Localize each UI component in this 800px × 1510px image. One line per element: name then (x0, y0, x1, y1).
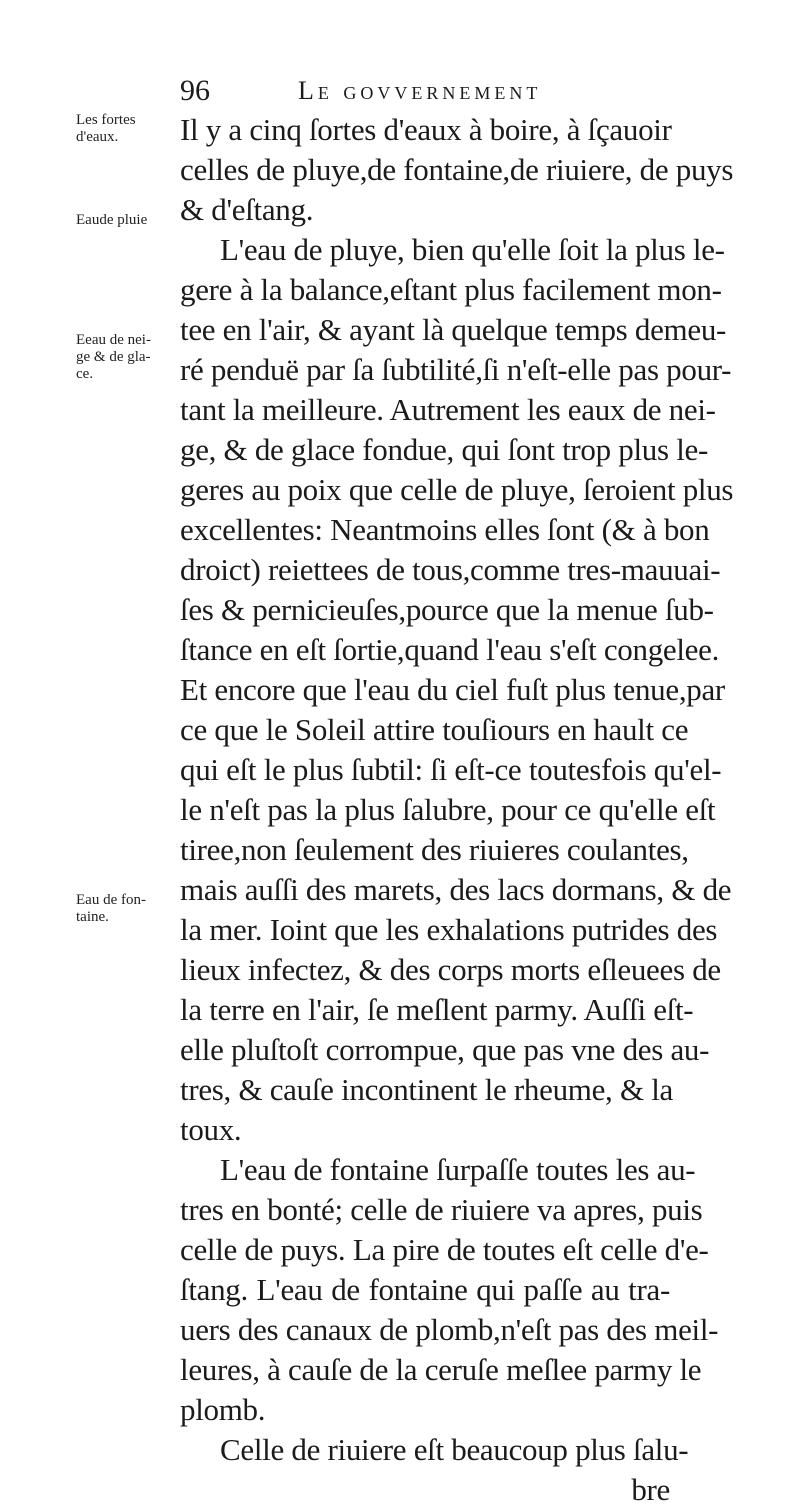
text-line: excellentes: Neantmoins elles ſont (& à bon (180, 512, 710, 547)
text-line: uers des canaux de plomb,n'eſt pas des meil- (180, 1312, 719, 1347)
text-line: Il y a cinq ſortes d'eaux à boire, à ſçauoir (180, 112, 672, 147)
text-line: celle de puys. La pire de toutes eſt celle d'e- (180, 1232, 709, 1267)
text-line: ce que le Soleil attire touſiours en hault ce (180, 712, 689, 747)
text-line: mais auſſi des marets, des lacs dormans, & de (180, 872, 732, 907)
margin-note-line: d'eaux. (76, 129, 119, 145)
margin-note-line: Eaude pluie (76, 212, 148, 228)
text-line: qui eſt le plus ſubtil: ſi eſt-ce toutesfois qu'el- (180, 752, 722, 787)
margin-note-sortes (76, 112, 136, 146)
text-line: ré penduë par ſa ſubtilité,ſi n'eſt-elle pas pour- (180, 352, 732, 387)
text-line: tee en l'air, & ayant là quelque temps demeu- (180, 312, 727, 347)
text-line: ſtance en eſt ſortie,quand l'eau s'eſt congelee. (180, 632, 720, 667)
text-line: Et encore que l'eau du ciel fuſt plus tenue,par (180, 672, 725, 707)
page-number: 96 (180, 74, 210, 107)
text-line: L'eau de fontaine ſurpaſſe toutes les au- (220, 1152, 696, 1187)
text-line: geres au poix que celle de pluye, ſeroient plus (180, 472, 734, 507)
margin-note-neige (76, 332, 151, 383)
margin-note-pluie (76, 212, 147, 229)
text-line: plomb. (180, 1392, 266, 1427)
text-line: gere à la balance,eſtant plus facilement mon- (180, 272, 722, 307)
text-line: leures, à cauſe de la ceruſe meſlee parmy le (180, 1352, 702, 1387)
running-title: Le govvernement (298, 76, 542, 105)
text-line: elle pluſtoſt corrompue, que pas vne des au- (180, 1032, 710, 1067)
text-line: celles de pluye,de fontaine,de riuiere, de puys (180, 152, 734, 187)
margin-note-line: ce. (76, 366, 94, 382)
text-line: la terre en l'air, ſe meſlent parmy. Auſſi eſt- (180, 992, 694, 1027)
text-line: tant la meilleure. Autrement les eaux de nei- (180, 392, 716, 427)
text-line: lieux infectez, & des corps morts eſleuees de (180, 952, 721, 987)
text-line: toux. (180, 1112, 242, 1147)
text-line: tres en bonté; celle de riuiere va apres, puis (180, 1192, 703, 1227)
text-line: ſes & pernicieuſes,pource que la menue ſub- (180, 592, 714, 627)
text-line: tiree,non ſeulement des riuieres coulantes, (180, 832, 689, 867)
margin-note-line: ge & de gla- (76, 349, 151, 365)
catchword: bre (631, 1472, 670, 1507)
margin-note-line: Les fortes (76, 112, 136, 128)
text-line: & d'eſtang. (180, 192, 314, 227)
text-line: tres, & cauſe incontinent le rheume, & la (180, 1072, 673, 1107)
margin-note-line: Eeau de nei- (76, 332, 151, 348)
page-header (180, 74, 670, 114)
text-line: Celle de riuiere eſt beaucoup plus ſalu- (220, 1432, 689, 1467)
body-text (180, 110, 734, 1510)
margin-note-line: Eau de fon- (76, 892, 146, 908)
text-line: la mer. Ioint que les exhalations putrides des (180, 912, 718, 947)
margin-note-line: taine. (76, 909, 109, 925)
text-line: ge, & de glace fondue, qui ſont trop plus le- (180, 432, 709, 467)
text-line: le n'eſt pas la plus ſalubre, pour ce qu'elle eſt (180, 792, 716, 827)
text-line: L'eau de pluye, bien qu'elle ſoit la plus le- (220, 232, 725, 267)
text-line: droict) reiettees de tous,comme tres-mauuai- (180, 552, 721, 587)
margin-note-fontaine (76, 892, 146, 926)
text-line: ſtang. L'eau de fontaine qui paſſe au tra- (180, 1272, 670, 1307)
